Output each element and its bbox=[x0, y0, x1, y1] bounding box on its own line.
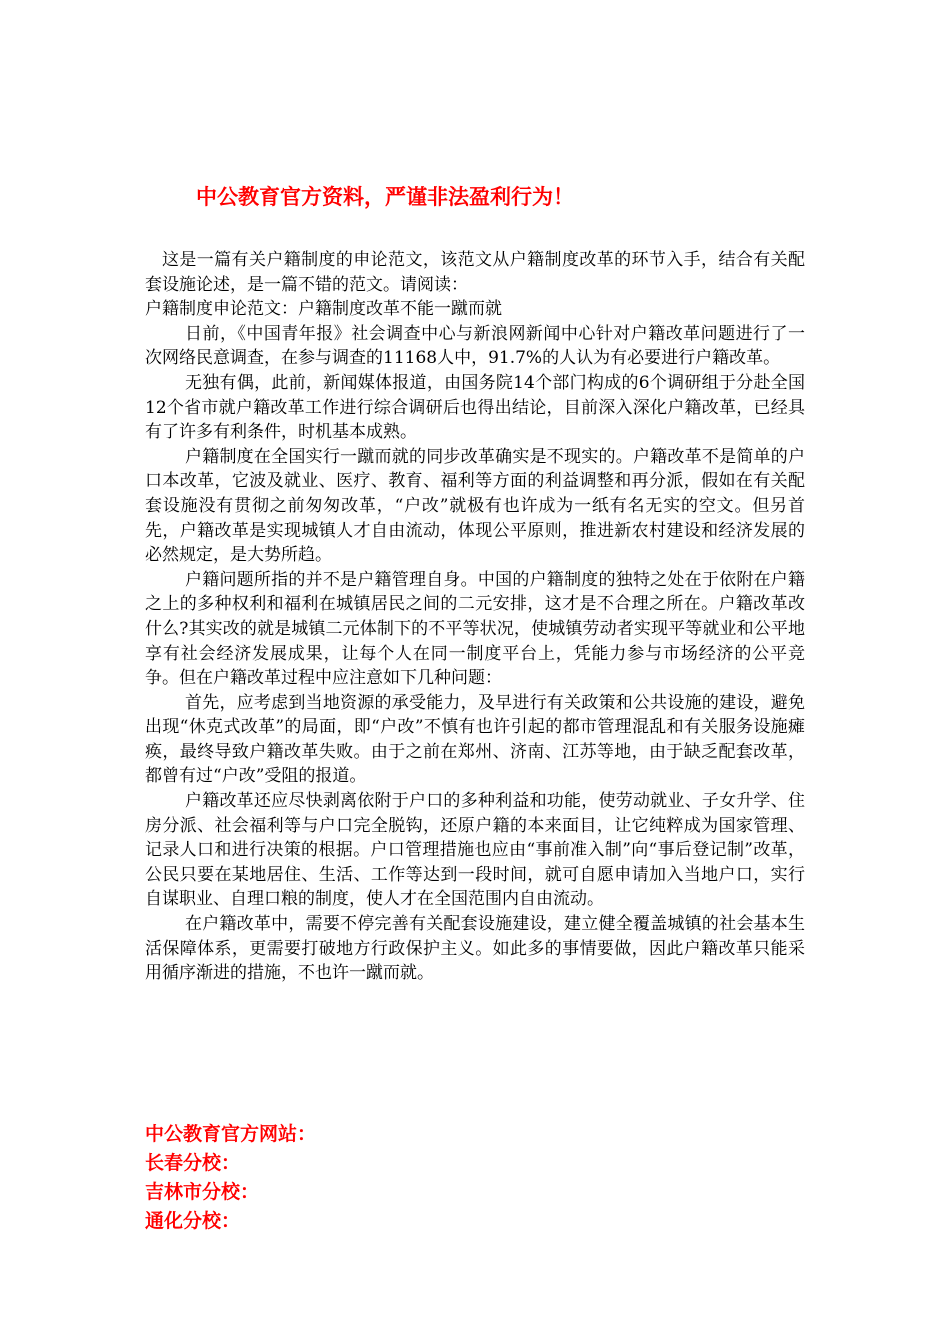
paragraph-3: 户籍制度在全国实行一蹴而就的同步改革确实是不现实的。户籍改革不是简单的户口本改革，它波及就业、医疗、教育、福利等方面的利益调整和再分派，假如在有关配套设施没有贯彻之前匆匆改革，“户改”就极有也许成为一纸有名无实的空文。但另首先，户籍改革是实现城镇人才自由流动，体现公平原则，推进新农村建设和经济发展的必然规定，是大势所趋。 bbox=[145, 446, 805, 566]
paragraph-4: 户籍问题所指的并不是户籍管理自身。中国的户籍制度的独特之处在于依附在户籍之上的多种权利和福利在城镇居民之间的二元安排，这才是不合理之所在。户籍改革改什么?其实改的就是城镇二元体制下的不平等状况，使城镇劳动者实现平等就业和公平地享有社会经济发展成果，让每个人在同一制度平台上，凭能力参与市场经济的公平竞争。但在户籍改革过程中应注意如下几种问题： bbox=[145, 569, 805, 689]
official-website-label: 中公教育官方网站： bbox=[145, 1123, 317, 1145]
paragraph-5: 首先，应考虑到当地资源的承受能力，及早进行有关政策和公共设施的建设，避免出现“休克式改革”的局面，即“户改”不慎有也许引起的都市管理混乱和有关服务设施瘫痪，最终导致户籍改革失败。由于之前在郑州、济南、江苏等地，由于缺乏配套改革，都曾有过“户改”受阻的报道。 bbox=[145, 692, 805, 787]
intro-paragraph: 这是一篇有关户籍制度的申论范文，该范文从户籍制度改革的环节入手，结合有关配套设施论述，是一篇不错的范文。请阅读： bbox=[145, 250, 805, 295]
essay-body bbox=[145, 248, 805, 986]
paragraph-1: 日前，《中国青年报》社会调查中心与新浪网新闻中心针对户籍改革问题进行了一次网络民意调查，在参与调查的11168人中，91.7%的人认为有必要进行户籍改革。 bbox=[145, 323, 805, 369]
paragraph-6: 户籍改革还应尽快剥离依附于户口的多种利益和功能，使劳动就业、子女升学、住房分派、社会福利等与户口完全脱钩，还原户籍的本来面目，让它纯粹成为国家管理、记录人口和进行决策的根据。户口管理措施也应由“事前准入制”向“事后登记制”改革，公民只要在某地居住、生活、工作等达到一段时间，就可自愿申请加入当地户口，实行自谋职业、自理口粮的制度，使人才在全国范围内自由流动。 bbox=[145, 791, 805, 910]
branch-changchun: 长春分校： bbox=[145, 1152, 241, 1174]
paragraph-7: 在户籍改革中，需要不停完善有关配套设施建设，建立健全覆盖城镇的社会基本生活保障体系，更需要打破地方行政保护主义。如此多的事情要做，因此户籍改革只能采用循序渐进的措施，不也许一蹴而就。 bbox=[145, 914, 805, 984]
paragraph-2: 无独有偶，此前，新闻媒体报道，由国务院14个部门构成的6个调研组于分赴全国12个省市就户籍改革工作进行综合调研后也得出结论，目前深入深化户籍改革，已经具有了许多有利条件，时机基本成熟。 bbox=[145, 372, 805, 443]
branch-tonghua: 通化分校： bbox=[145, 1210, 241, 1232]
footer-links bbox=[145, 1120, 645, 1236]
essay-title: 户籍制度申论范文：户籍制度改革不能一蹴而就 bbox=[145, 299, 502, 320]
warning-title: 中公教育官方资料，严谨非法盈利行为！ bbox=[196, 185, 574, 209]
branch-jilin-city: 吉林市分校： bbox=[145, 1181, 260, 1203]
